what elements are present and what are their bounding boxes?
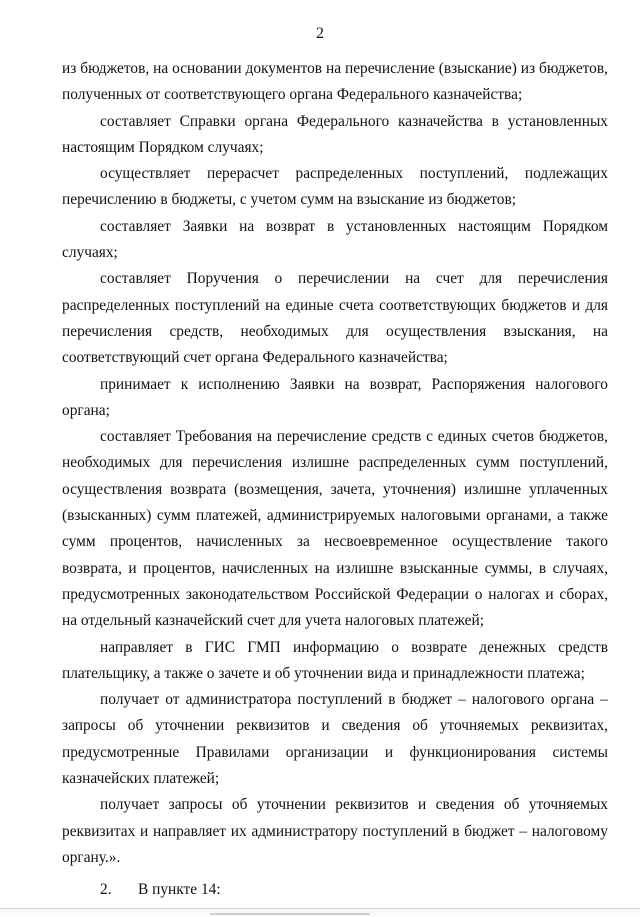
paragraph-certificates: составляет Справки органа Федерального казначейства в установленных настоящим Порядком случаях; (62, 112, 608, 156)
paragraph-transfer-orders: составляет Поручения о перечислении на счет для перечисления распределенных поступлений на единые счета соответствующих бюджетов и для перечисления средств, необходимых для осуществления взыскания, на соответствующий счет органа Федерального казначейства; (62, 270, 608, 367)
paragraph-recalculation: осуществляет перерасчет распределенных поступлений, подлежащих перечислению в бюджеты, с учетом сумм на взыскание из бюджетов; (62, 165, 608, 209)
paragraph-continuation: из бюджетов, на основании документов на перечисление (взыскание) из бюджетов, полученных от соответствующего органа Федерального казначейства; (62, 60, 608, 104)
scan-edge-mark (210, 913, 370, 915)
paragraph-transfer-demands: составляет Требования на перечисление средств с единых счетов бюджетов, необходимых для перечисления излишне распределенных сумм поступлений, осуществления возврата (возмещения, зачета, уточнения) излишне уплаченных (взысканных) сумм платежей, администрируемых налоговыми органами, а также сумм процентов, начисленных за несвоевременное осуществление такого возврата, и процентов, начисленных на излишне взысканные суммы, в случаях, предусмотренных законодательством Российской Федерации о налогах и сборах, на отдельный казначейский счет для учета налоговых платежей; (62, 428, 608, 630)
paragraph-accepts-execution: принимает к исполнению Заявки на возврат, Распоряжения налогового органа; (62, 375, 608, 419)
list-item-text: В пункте 14: (138, 881, 221, 899)
list-item-point-14 (62, 877, 608, 903)
list-item-number: 2. (100, 881, 112, 899)
paragraph-refund-requests: составляет Заявки на возврат в установленных настоящим Порядком случаях; (62, 217, 608, 262)
document-body (62, 56, 608, 904)
paragraph-gis-gmp: направляет в ГИС ГМП информацию о возврате денежных средств плательщику, а также о зачете и об уточнении вида и принадлежности платежа; (62, 638, 608, 682)
page-number: 2 (316, 25, 324, 42)
page-bottom-edge (0, 908, 640, 917)
paragraph-receives-from-admin: получает от администратора поступлений в бюджет – налогового органа – запросы об уточнении реквизитов и сведения об уточняемых реквизитах, предусмотренные Правилами организации и функционирования системы казначейских платежей; (62, 691, 608, 788)
paragraph-receives-requests: получает запросы об уточнении реквизитов и сведения об уточняемых реквизитах и направляет их администратору поступлений в бюджет – налоговому органу.». (62, 796, 608, 866)
